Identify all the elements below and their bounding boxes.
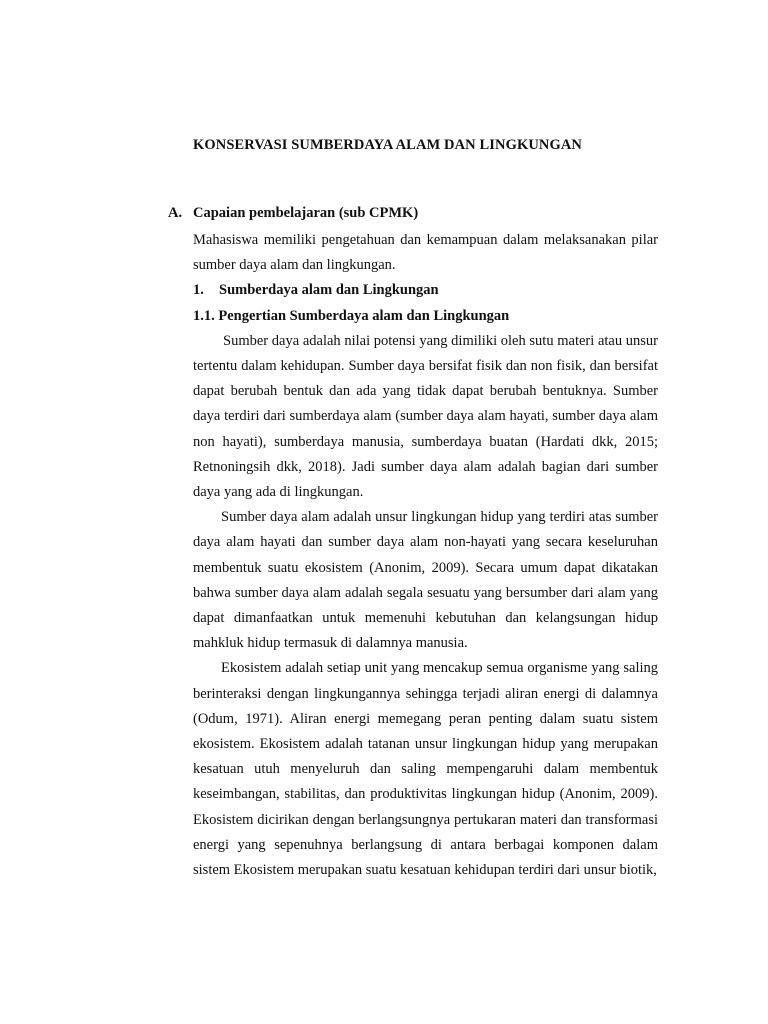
subsubsection-heading: 1.1. Pengertian Sumberdaya alam dan Lingkungan [193,307,510,324]
document-body [193,228,658,883]
subsection-title: Sumberdaya alam dan Lingkungan [219,282,439,299]
body-paragraph: Sumber daya alam adalah unsur lingkungan hidup yang terdiri atas sumber daya alam hayati dan sumber daya alam non-hayati yang secara keseluruhan membentuk suatu ekosistem (Anonim, 2009). Secara umum dapat dikatakan bahwa sumber daya alam adalah segala sesuatu yang bersumber dari alam yang dapat dimanfaatkan untuk memenuhi kebutuhan dan kelangsungan hidup mahkluk hidup termasuk di dalamnya manusia. [193,509,658,652]
body-paragraph: Sumber daya adalah nilai potensi yang dimiliki oleh sutu materi atau unsur tertentu dalam kehidupan. Sumber daya bersifat fisik dan non fisik, dan bersifat dapat berubah bentuk dan ada yang tidak dapat berubah bentuknya. Sumber daya terdiri dari sumberdaya alam (sumber daya alam hayati, sumber daya alam non hayati), sumberdaya manusia, sumberdaya buatan (Hardati dkk, 2015; Retnoningsih dkk, 2018). Jadi sumber daya alam adalah bagian dari sumber daya yang ada di lingkungan. [193,332,658,501]
subsection-number: 1. [193,282,204,299]
subsection-heading [193,278,658,303]
section-heading: Capaian pembelajaran (sub CPMK) [193,205,419,221]
document-title: KONSERVASI SUMBERDAYA ALAM DAN LINGKUNGAN [193,137,582,153]
section-marker: A. [168,205,183,221]
body-paragraph: Ekosistem adalah setiap unit yang mencakup semua organisme yang saling berinteraksi dengan lingkungannya sehingga terjadi aliran energi di dalamnya (Odum, 1971). Aliran energi memegang peran penting dalam suatu sistem ekosistem. Ekosistem adalah tatanan unsur lingkungan hidup yang merupakan kesatuan utuh menyeluruh dan saling mempengaruhi dalam membentuk keseimbangan, stabilitas, dan produktivitas lingkungan hidup (Anonim, 2009). Ekosistem dicirikan dengan berlangsungnya pertukaran materi dan transformasi energi yang sepenuhnya berlangsung di antara berbagai komponen dalam sistem Ekosistem merupakan suatu kesatuan kehidupan terdiri dari unsur biotik, [193,660,658,879]
intro-paragraph: Mahasiswa memiliki pengetahuan dan kemampuan dalam melaksanakan pilar sumber daya alam dan lingkungan. [193,232,658,274]
